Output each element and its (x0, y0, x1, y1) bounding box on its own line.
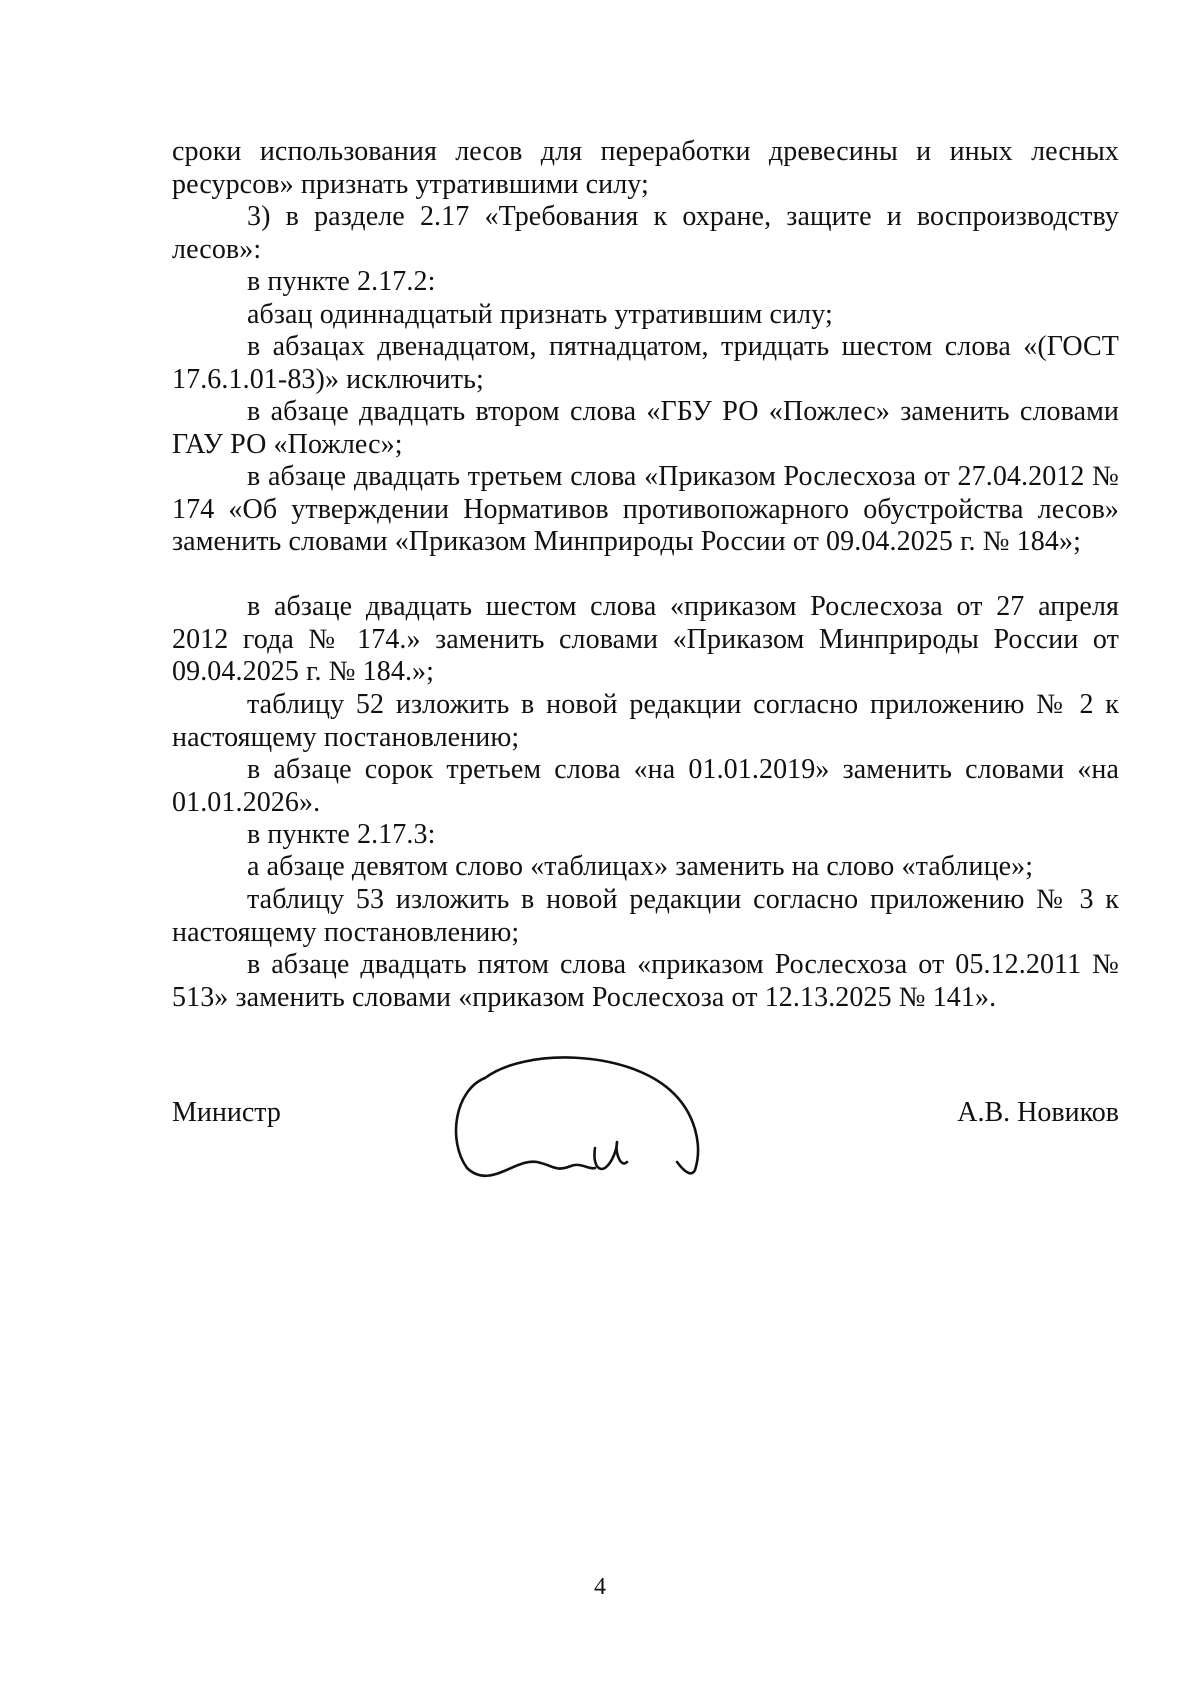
paragraph: сроки использования лесов для переработки древесины и иных лесных ресурсов» признать утратившими силу; (172, 136, 1119, 200)
handwritten-signature (445, 1050, 725, 1200)
paragraph: в абзаце двадцать третьем слова «Приказом Рослесхоза от 27.04.2012 № 174 «Об утверждении Нормативов противопожарного обустройства лесов» заменить словами «Приказом Минприроды России от 09.04.2025 г. № 184»; (172, 461, 1119, 557)
paragraph: в пункте 2.17.2: (247, 266, 436, 297)
page-number: 4 (594, 1574, 606, 1600)
paragraph: таблицу 53 изложить в новой редакции согласно приложению № 3 к настоящему постановлению; (172, 884, 1119, 948)
paragraph: 3) в разделе 2.17 «Требования к охране, защите и воспроизводству лесов»: (172, 201, 1119, 265)
paragraph: таблицу 52 изложить в новой редакции согласно приложению № 2 к настоящему постановлению; (172, 689, 1119, 753)
paragraph: в абзаце двадцать втором слова «ГБУ РО «Пожлес» заменить словами ГАУ РО «Пожлес»; (172, 396, 1119, 460)
paragraph: в абзаце двадцать пятом слова «приказом Рослесхоза от 05.12.2011 № 513» заменить словами «приказом Рослесхоза от 12.13.2025 № 141». (172, 949, 1119, 1013)
paragraph: в абзаце сорок третьем слова «на 01.01.2019» заменить словами «на 01.01.2026». (172, 754, 1119, 818)
paragraph: в пункте 2.17.3: (247, 819, 436, 850)
signatory-title: Министр (172, 1097, 281, 1128)
signatory-name: А.В. Новиков (957, 1097, 1119, 1128)
paragraph: в абзаце двадцать шестом слова «приказом Рослесхоза от 27 апреля 2012 года № 174.» заменить словами «Приказом Минприроды России от 09.04.2025 г. № 184.»; (172, 591, 1119, 687)
paragraph: абзац одиннадцатый признать утратившим силу; (247, 299, 833, 330)
paragraph: а абзаце девятом слово «таблицах» заменить на слово «таблице»; (247, 851, 1034, 882)
paragraph: в абзацах двенадцатом, пятнадцатом, тридцать шестом слова «(ГОСТ 17.6.1.01-83)» исключить; (172, 331, 1119, 395)
